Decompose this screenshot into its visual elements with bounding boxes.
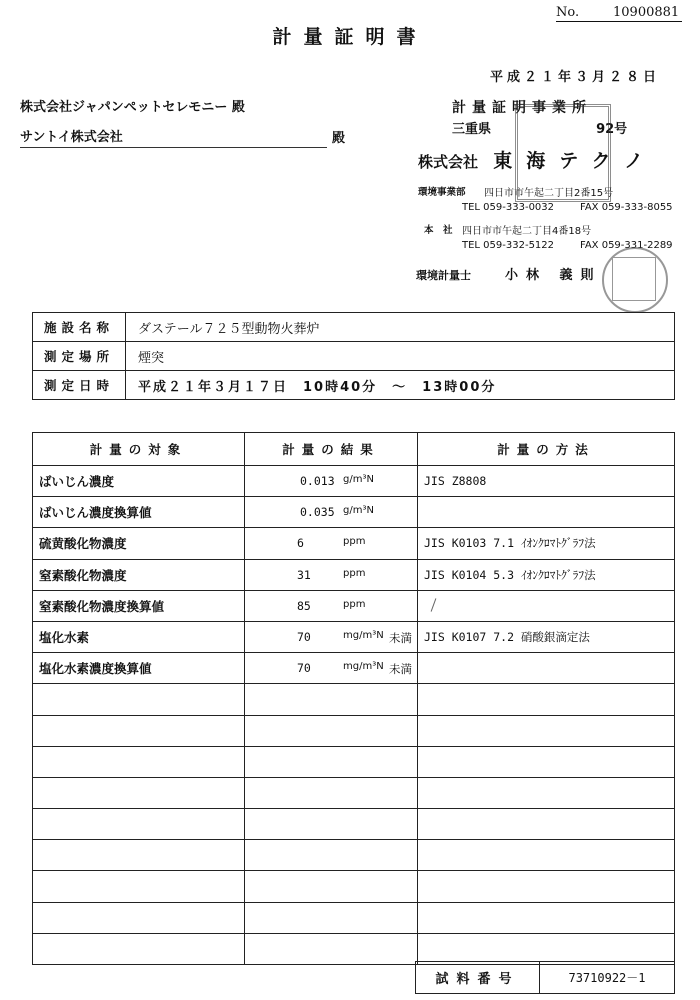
measurement-target: 硫黄酸化物濃度 bbox=[33, 528, 245, 559]
hq-tel: TEL 059-332-5122 bbox=[462, 240, 555, 251]
table-row bbox=[33, 559, 675, 590]
empty-cell bbox=[33, 840, 245, 871]
result-value: 0.013 bbox=[300, 474, 335, 488]
table-header-row bbox=[33, 433, 675, 466]
measurement-result bbox=[245, 559, 418, 590]
table-row bbox=[33, 466, 675, 497]
header-method: 計量の方法 bbox=[418, 433, 675, 466]
recipient-1 bbox=[20, 96, 245, 115]
measurement-method: JIS K0104 5.3 ｲｵﾝｸﾛﾏﾄｸﾞﾗﾌ法 bbox=[418, 559, 675, 590]
recipient-2-honorific: 殿 bbox=[331, 131, 345, 146]
header-result: 計量の結果 bbox=[245, 433, 418, 466]
measurement-result bbox=[245, 621, 418, 652]
table-row bbox=[33, 497, 675, 528]
empty-cell bbox=[245, 871, 418, 902]
empty-cell bbox=[33, 809, 245, 840]
measurement-result bbox=[245, 466, 418, 497]
company-name: 東海テクノ bbox=[493, 150, 658, 172]
empty-cell bbox=[245, 715, 418, 746]
measurement-result bbox=[245, 653, 418, 684]
measurement-method: JIS Z8808 bbox=[418, 466, 675, 497]
certificate-number-label: No. bbox=[556, 5, 580, 20]
empty-table-row bbox=[33, 809, 675, 840]
measurement-method bbox=[418, 497, 675, 528]
measurement-method bbox=[418, 590, 675, 621]
empty-cell bbox=[245, 777, 418, 808]
sample-label: 試料番号 bbox=[416, 962, 540, 994]
recipient-2 bbox=[20, 126, 345, 148]
measurement-method: JIS K0103 7.1 ｲｵﾝｸﾛﾏﾄｸﾞﾗﾌ法 bbox=[418, 528, 675, 559]
empty-cell bbox=[245, 902, 418, 933]
measurement-method: JIS K0107 7.2 硝酸銀滴定法 bbox=[418, 621, 675, 652]
measurer-seal-inner bbox=[612, 257, 656, 301]
empty-table-row bbox=[33, 902, 675, 933]
empty-table-row bbox=[33, 715, 675, 746]
empty-cell bbox=[245, 684, 418, 715]
company-prefix: 株式会社 bbox=[418, 153, 479, 171]
issue-date: 平成２１年３月２８日 bbox=[489, 70, 660, 85]
empty-table-row bbox=[33, 871, 675, 902]
empty-cell bbox=[245, 933, 418, 964]
facility-info-table bbox=[32, 312, 675, 400]
recipient-2-name: サントイ株式会社 bbox=[20, 130, 123, 145]
measurement-table bbox=[32, 432, 675, 965]
measurement-method bbox=[418, 653, 675, 684]
empty-cell bbox=[33, 715, 245, 746]
result-qualifier: 未満 bbox=[389, 630, 412, 645]
empty-cell bbox=[33, 902, 245, 933]
result-unit: mg/m³N bbox=[343, 661, 384, 673]
table-row bbox=[33, 590, 675, 621]
empty-cell bbox=[418, 684, 675, 715]
empty-table-row bbox=[33, 840, 675, 871]
empty-cell bbox=[418, 871, 675, 902]
empty-cell bbox=[245, 809, 418, 840]
measurer-name: 小林 義則 bbox=[505, 268, 602, 283]
measurement-result bbox=[245, 497, 418, 528]
empty-cell bbox=[33, 777, 245, 808]
result-unit: ppm bbox=[343, 536, 366, 548]
empty-cell bbox=[418, 746, 675, 777]
certificate-number bbox=[556, 5, 682, 22]
result-unit: ppm bbox=[343, 567, 366, 579]
empty-cell bbox=[418, 902, 675, 933]
empty-cell bbox=[245, 840, 418, 871]
empty-table-row bbox=[33, 684, 675, 715]
empty-cell bbox=[33, 933, 245, 964]
empty-cell bbox=[418, 715, 675, 746]
result-value: 70 bbox=[297, 661, 311, 676]
result-unit: g/m³N bbox=[343, 474, 374, 485]
header-target: 計量の対象 bbox=[33, 433, 245, 466]
location-value: 煙突 bbox=[126, 342, 675, 371]
measurement-target: 塩化水素 bbox=[33, 621, 245, 652]
sample-number-table bbox=[415, 961, 675, 994]
recipient-1-honorific: 殿 bbox=[231, 100, 245, 115]
empty-table-row bbox=[33, 777, 675, 808]
issuer-label: 計量証明事業所 bbox=[452, 100, 592, 116]
empty-table-row bbox=[33, 746, 675, 777]
datetime-label: 測定日時 bbox=[33, 371, 126, 400]
result-value: 6 bbox=[297, 536, 304, 551]
hq-address: 四日市市午起二丁目4番18号 bbox=[462, 226, 592, 237]
env-dept-tel: TEL 059-333-0032 bbox=[462, 202, 555, 213]
measurement-target: 窒素酸化物濃度 bbox=[33, 559, 245, 590]
measurement-result bbox=[245, 528, 418, 559]
empty-cell bbox=[33, 746, 245, 777]
result-unit: ppm bbox=[343, 598, 366, 610]
certificate-number-value: 10900881 bbox=[613, 5, 680, 20]
result-unit: g/m³N bbox=[343, 505, 374, 517]
empty-cell bbox=[418, 933, 675, 964]
table-row bbox=[33, 528, 675, 559]
sample-value: 73710922－1 bbox=[540, 962, 675, 994]
result-value: 31 bbox=[297, 567, 311, 582]
measurement-target: 塩化水素濃度換算値 bbox=[33, 653, 245, 684]
sample-row bbox=[416, 962, 675, 994]
hq-label: 本 社 bbox=[424, 225, 453, 236]
env-dept-fax: FAX 059-333-8055 bbox=[580, 202, 673, 213]
measurer-seal bbox=[602, 247, 668, 313]
result-qualifier: 未満 bbox=[389, 662, 412, 677]
empty-cell bbox=[33, 684, 245, 715]
facility-label: 施設名称 bbox=[33, 313, 126, 342]
empty-cell bbox=[245, 746, 418, 777]
registration-suffix: 92号 bbox=[596, 122, 628, 137]
empty-table-row bbox=[33, 933, 675, 964]
datetime-row bbox=[33, 371, 675, 400]
measurement-target: ばいじん濃度 bbox=[33, 466, 245, 497]
measurement-result bbox=[245, 590, 418, 621]
datetime-value: 平成２１年３月１７日 10時40分 ～ 13時00分 bbox=[126, 371, 675, 400]
registration-prefix: 三重県 bbox=[452, 122, 492, 137]
result-value: 70 bbox=[297, 629, 311, 644]
table-row bbox=[33, 621, 675, 652]
empty-cell bbox=[33, 871, 245, 902]
result-unit: mg/m³N bbox=[343, 629, 384, 641]
location-label: 測定場所 bbox=[33, 342, 126, 371]
result-value: 85 bbox=[297, 598, 311, 613]
empty-cell bbox=[418, 840, 675, 871]
empty-cell bbox=[418, 809, 675, 840]
table-row bbox=[33, 653, 675, 684]
location-row bbox=[33, 342, 675, 371]
measurement-target: 窒素酸化物濃度換算値 bbox=[33, 590, 245, 621]
facility-row bbox=[33, 313, 675, 342]
recipient-1-name: 株式会社ジャパンペットセレモニー bbox=[20, 100, 228, 115]
document-title: 計量証明書 bbox=[272, 26, 428, 48]
env-dept-label: 環境事業部 bbox=[418, 187, 466, 198]
measurer-label: 環境計量士 bbox=[416, 269, 471, 282]
empty-cell bbox=[418, 777, 675, 808]
env-dept-address: 四日市市午起二丁目2番15号 bbox=[484, 188, 614, 199]
company-seal bbox=[515, 104, 611, 202]
facility-value: ダステール７２５型動物火葬炉 bbox=[126, 313, 675, 342]
result-value: 0.035 bbox=[300, 505, 335, 520]
hq-fax: FAX 059-331-2289 bbox=[580, 240, 673, 251]
measurement-target: ばいじん濃度換算値 bbox=[33, 497, 245, 528]
